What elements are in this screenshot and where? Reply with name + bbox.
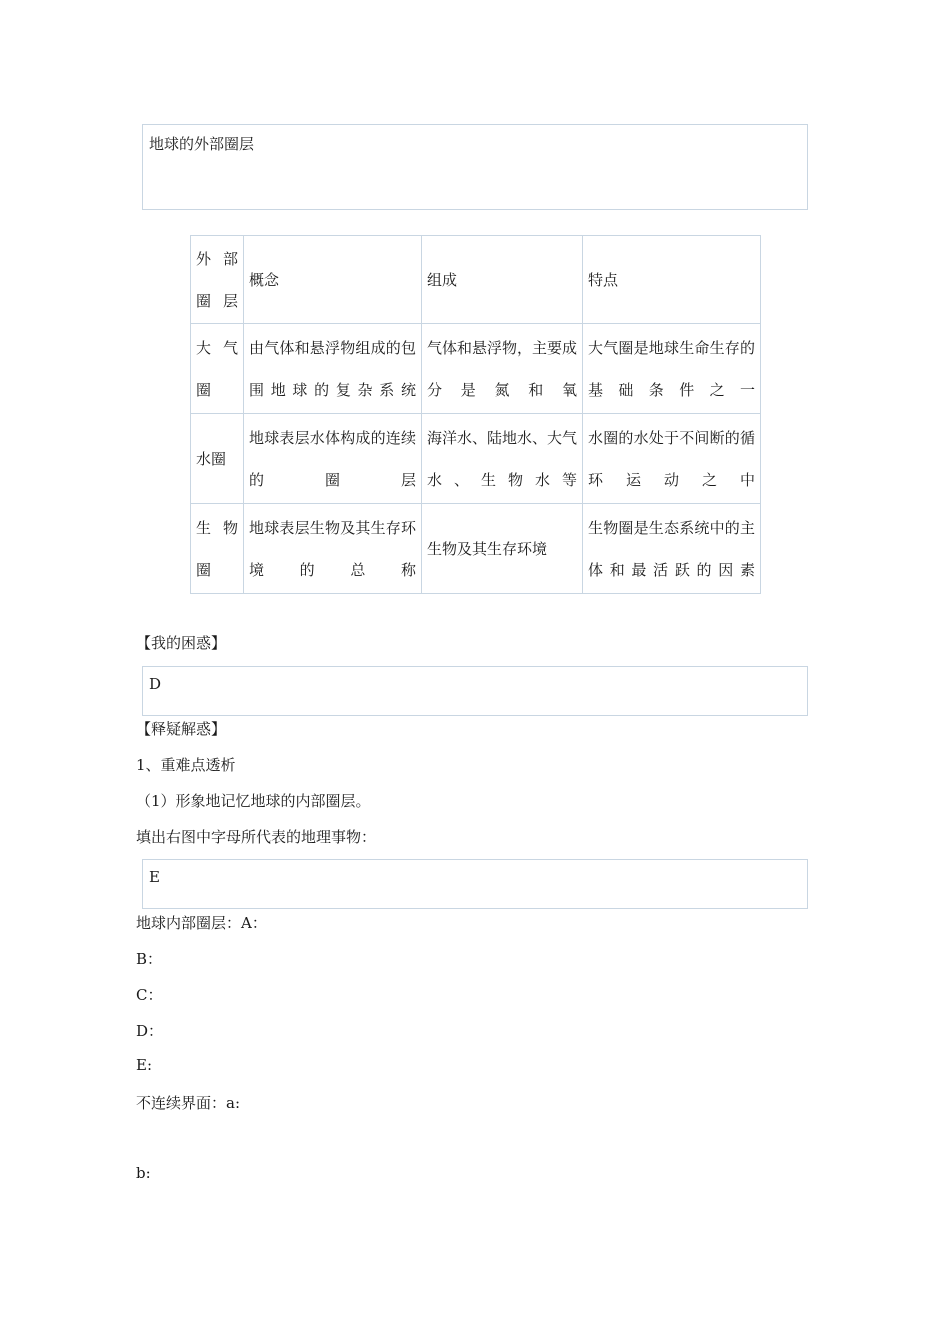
table-cell: 生物圈 [191,504,244,594]
confusion-box-text: D [149,675,162,693]
section-heading-explain: 【释疑解惑】 [136,720,227,738]
table-row [191,504,761,594]
table-header-cell: 特点 [583,236,761,324]
table-cell: 地球表层生物及其生存环境的总称 [244,504,422,594]
figure-box [142,859,808,909]
fill-prompt: 填出右图中字母所代表的地理事物： [136,828,377,846]
answer-line-e: E: [136,1056,153,1074]
point-heading: 1、重难点透析 [136,756,236,774]
table-cell: 气体和悬浮物，主要成分是氮和氧 [422,324,583,414]
table-header-cell: 外部圈层 [191,236,244,324]
answer-line-b: B： [136,950,163,968]
figure-box-text: E [149,868,160,886]
table-cell: 生物及其生存环境 [422,504,583,594]
interface-line-a: 不连续界面：a: [136,1094,240,1112]
table-cell: 大气圈 [191,324,244,414]
answer-line-d: D： [136,1022,164,1040]
outer-layers-title-box [142,124,808,210]
outer-layers-title: 地球的外部圈层 [149,135,255,153]
table-cell: 海洋水、陆地水、大气水、生物水等 [422,414,583,504]
table-cell: 大气圈是地球生命生存的基础条件之一 [583,324,761,414]
table-cell: 水圈 [191,414,244,504]
table-cell: 地球表层水体构成的连续的圈层 [244,414,422,504]
point-subheading: （1）形象地记忆地球的内部圈层。 [136,792,371,810]
table-cell: 由气体和悬浮物组成的包围地球的复杂系统 [244,324,422,414]
table-cell: 生物圈是生态系统中的主体和最活跃的因素 [583,504,761,594]
table-row [191,414,761,504]
table-header-row [191,236,761,324]
interface-line-b: b: [136,1164,151,1182]
table-row [191,324,761,414]
answer-line-c: C： [136,986,163,1004]
section-heading-confusion: 【我的困惑】 [136,634,227,652]
table-header-cell: 概念 [244,236,422,324]
outer-layers-table [190,235,761,594]
confusion-box [142,666,808,716]
answer-line-a: 地球内部圈层：A： [136,914,267,932]
table-header-cell: 组成 [422,236,583,324]
table-cell: 水圈的水处于不间断的循环运动之中 [583,414,761,504]
